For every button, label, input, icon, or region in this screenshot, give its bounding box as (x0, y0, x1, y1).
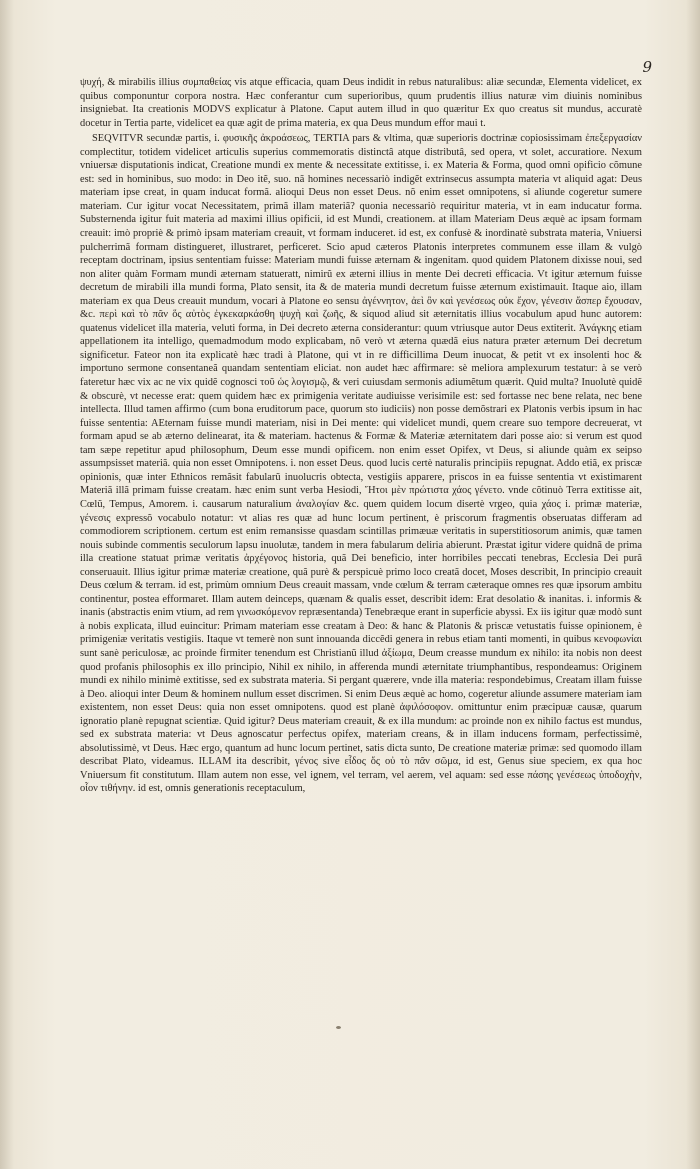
paragraph-intro: ψυχή, & mirabilis illius συμπαθείας vis atque efficacia, quam Deus indidit in rebus naturalibus: aliæ secundæ, Elementa videlicet, ex quibus componuntur corpora nostra. Hæc conferantur cum superioribus, quum prudentis illius naturæ vim diuinis nominibus insigniebat. Ita creationis MODVS explicatur à Platone. Caput autem illud in quo quæritur Ex quo creatus sit mundus, accuratè docetur in Tertia parte, videlicet ea quæ agit de prima materia, ex qua Deus mundum effor maui t. (80, 77, 642, 129)
page-shadow-left (0, 0, 14, 1169)
page-number: 9 (642, 58, 652, 76)
body-text (80, 76, 642, 796)
page-shadow-right (686, 0, 700, 1169)
paragraph-third-part: SEQVITVR secundæ partis, i. φυσικῆς ἀκροάσεως, TERTIA pars & vltima, quæ superioris doctrinæ copiosissimam ἐπεξεργασίαν complectitur, totidem videlicet articulis superius commemoratis distinctâ atque distributâ, sed opera, vt solet, accuratiore. Nexum vniuersæ disputationis indicat, Creatione mundi ex mente & necessitate extitisse, i. ex Materia & Forma, quod omni opificio cõmune est: sed in hominibus, suo modo: in Deo itẽ, suo. nã homines necessariò indigẽt extrinsecus assumpta materia vt aliquid agat: Deus materiam ipse creat, in quam inducat formã. alioqui Deus non esset Deus. nõ enim esset omnipotens, si aliunde cogeretur sumere materiam. Cur igitur vocat Necessitatem, primã illam materiã? quonia necessariò requiritur materia, vt in eam inducatur forma. Substernenda igitur fuit materia ad maximi illius opificii, id est Mundi, creationem. at illam Materiam Deus æquè ac ipsam formam creauit: imò propriè & primò ipsam materiam creauit, vt formam induceret. id est, ex confusè & inordinatè substrata materia, Vniuersi pulcherrimã formam distingueret, illustraret, perficeret. Scio apud cæteros Platonis interpretes communem esse illam & vulgò receptam doctrinam, ipsius sententiam fuisse: Materiam mundi fuisse æternam & ingenitam. quod quidem Platonem dixisse noui, sed non aliter quàm Formam mundi æternam statueratt, nimirũ ex æterni illius in mente Dei decreti efficacia. Vt igitur æternum fuisse decretum de mirabili illa mundi forma, Plato sensit, ita & de materia mundi decretum fuisse æternum existimauit. Itaque aio, illam materiam ex qua Deus creauit mundum, vocari à Platone eo sensu ἀγέννητον, ἀεὶ ὂν καὶ γενέσεως οὐκ ἔχον, γένεσιν ἄσπερ ἔχουσαν, &c. περὶ καὶ τὸ πᾶν ὅς αὐτὸς ἐγκεκαρκάσθη ψυχὴ καὶ ζωῆς, & siquod aliud sit æternitatis illius vocabulum apud hunc autorem: quatenus videlicet illa materia, veluti forma, in Dei decreto æterna considerantur: quum vtriusque autor Deus extiterit. Ἀνάγκης etiam appellationem ita intelligo, quemadmodum modo explicabam, nõ verò vt æterna quædã eius natura præter æternum Dei decretum significetur. Fateor non ita explicatè hæc tradi à Platone, qui vt in re difficillima Deum inuocat, & petit vt ex insolenti hoc & importuno sermone consentaneã quandam sententiam eliciat. non audet hæc affirmare: sè meliora amplexurum testatur: à se verò fateretur hæc vix ac ne vix quidẽ cognosci τοῦ ὡς λογισμῷ, & veri cuiusdam sermonis adiumẽtum quærit. Quid multa? Inuolutè quidẽ & obscurè, vt necesse erat: quem quidem hæc ex primigenia veritate audiuisse verisimile est: sed fortasse nec bene relata, nec bene intellecta. Illud tamen affirmo (cum bona eruditorum pace, quorum sto iudiciis) non posse demõstrari ex Platonis verbis ipsum in hac fuisse sententia: AEternam fuisse mundi materiam, nisi in Dei mente: qui videlicet mundi, quem creare suo tempore decreuerat, vt formam apud se ab æterno delinearat, ita & materiam. hactenus & Formæ & Materiæ æternitatem dari posse aio: si verum est quod tam sæpe repetitur apud philosophum, Deum esse mundi opificem. non enim esset Opifex, vt Deus, si aliunde quàm ex seipso assumpsisset materiã. quia non esset Omnipotens. i. non esset Deus. quod lucis certè naturalis principiis repugnat. Addo etiã, ex priscæ opinionis, quæ inter Ethnicos remãsit fabularũ inuolucris obtecta, vestigiis apparere, priscos in ea fuisse sententia vt existimarent Materiã illã primam fuisse creatam. hæc enim sunt verba Hesiodi, Ἤτοι μὲν πρώτιστα χάος γένετο. vnde cõtinuò Terra extitisse ait, Cœlũ, Tempus, Amorem. i. causarum naturalium ἀναλογίαν &c. quem quidem locum disertè vrgeo, quia χάος i. primæ materiæ, γένεσις expressõ vocabulo notatur: vt alias res quæ ad hunc locum pertinent, è priscorum fragmentis obseruatas differam ad commodiorem scriptionem. certum est enim remansisse quasdam scintillas primæuæ veritatis in superstitiosorum animis, quæ tamen nouis subinde commentis seculorum lapsu inuolutæ, tandem in mera fabularum deliria abierunt. Præstat igitur videre quidnã de prima illa creatione statuat primæ veritatis ἀρχέγονος historia, quã Dei beneficio, inter horribiles peccati tenebras, Ecclesia Dei purã conseruauit. Illius igitur primæ materiæ creatione, quã purè & perspicuè primo loco creatã docet, Moses describit, In principio creauit Deus cœlum & terram. id est, primùm omnium Deus creauit massam, vnde cœlum & terram cæteraque omnes res quæ ipsorum ambitu continentur, postea efformaret. Illam autem deinceps, quænam & qualis esset, describit idem: Erat desolatio & inanitas. i. informis & inanis (abstractis enim vtium, ad rem γινωσκόμενον repræsentanda) Tenebræque erant in superficie abyssi. Ex iis igitur quæ modò sunt à nobis explicata, illud euincitur: Primam materiam esse creatam à Deo: & hanc & Platonis & priscæ vetustatis fuisse opinionem, è primigeniæ veritatis vestigiis. Itaque vt temerè non sunt innouanda diccẽdi genera in rebus etiam tanti momenti, in quibus κενοφωνίαι sunt sanè periculosæ, ac proinde firmiter tenendum est Christianũ illud ἀξίωμα, Deum creasse mundum ex nihilo: ita nobis non deest quod profanis philosophis ex illo principio, Nihil ex nihilo, in afferenda mundi æternitate triumphantibus, respondeamus: Originem mundi ex nihilo minimè extitisse, sed ex substrata materia. Si pergant quærere, vnde illa materia: respondebimus, Creatam illam fuisse à Deo. alioqui inter Deum & hominem nullum esset discrimen. Si enim Deus æquè ac homo, cogeretur aliunde assumere materiam iam existentem, non esset Deus: quia non esset omnipotens. quod est planè ἀφιλόσοφον. omittuntur enim præcipuæ causæ, quarum ignoratio planè repugnat scientiæ. Quid igitur? Deus materiam creauit, & ex illa mundum: ac proinde non ex nihilo factus est mundus, sed ex substrata materia: vt Deus agnoscatur perfectus opifex, materiam creans, & in illam inducens formam, perfectissimè, absolutissimè, vt Deus. Hæc ergo, quantum ad hunc locum pertinet, satis dicta sunto, De creatione materiæ primæ: sed quomodo illam describat Plato, videamus. ILLAM ita describit, γένος sive εἶδος ὅς οὐ τὸ πᾶν σῶμα, id est, Genus siue speciem, ex qua hoc Vniuersum fit constitutum. Illam autem non esse, vel ignem, vel terram, vel aerem, vel aquam: sed esse πάσης γενέσεως ὑποδοχὴν, οἷον τιθήνην. id est, omnis generationis receptaculum, (80, 133, 642, 795)
ink-mark (336, 1026, 341, 1029)
